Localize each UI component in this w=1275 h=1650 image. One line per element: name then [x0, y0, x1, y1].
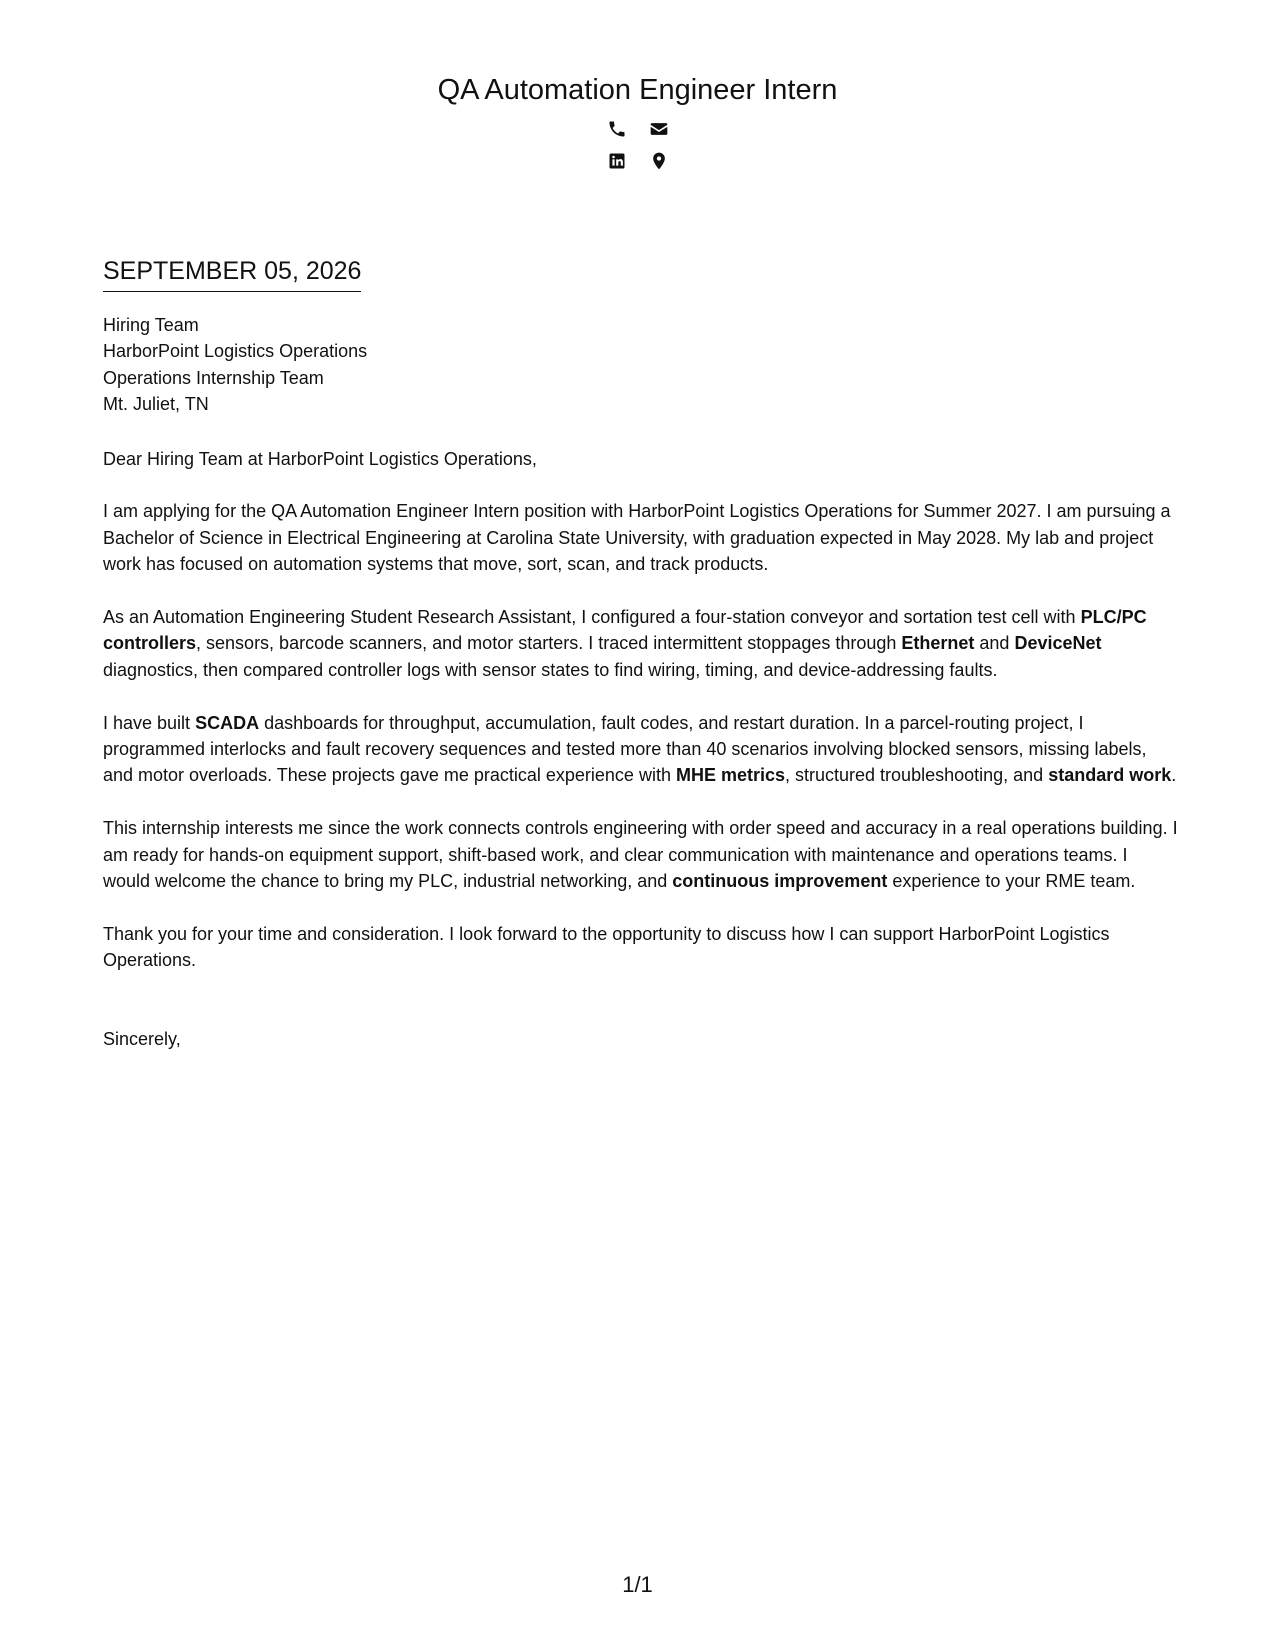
envelope-icon[interactable]: [649, 119, 669, 139]
keyword-bold: DeviceNet: [1014, 633, 1102, 654]
recipient-line: Operations Internship Team: [103, 367, 324, 388]
letter-body: [103, 254, 1178, 1052]
paragraph-text: As an Automation Engineering Student Research Assistant, I configured a four-station conveyor and sortation test cell with: [103, 606, 1081, 627]
keyword-bold: standard work: [1048, 765, 1172, 786]
paragraph-text: , structured troubleshooting, and: [785, 765, 1049, 786]
paragraph-text: Thank you for your time and consideration. I look forward to the opportunity to discuss how I can support HarborPoint Logistics Operations.: [103, 923, 1110, 971]
recipient-line: Hiring Team: [103, 315, 199, 335]
keyword-bold: PLC/PC controllers: [103, 606, 1147, 654]
paragraph-text: and: [974, 633, 1015, 654]
paragraph-text: I have built: [103, 712, 196, 733]
recipient-block: [103, 312, 1178, 418]
contact-icons-row-1: [0, 114, 1275, 144]
keyword-bold: MHE metrics: [675, 765, 786, 786]
salutation: Dear Hiring Team at HarborPoint Logistics Operations,: [103, 448, 537, 469]
paragraph-text: I am applying for the QA Automation Engineer Intern position with HarborPoint Logistics Operations for Summer 2027. I am pursuing a Bachelor of Science in Electrical Engineering at Carolina State University, with graduation expected in May 2028. My lab and project work has focused on automation systems that move, sort, scan, and track products.: [103, 501, 1171, 575]
contact-icons-row-2: [0, 146, 1275, 176]
recipient-line: HarborPoint Logistics Operations: [103, 341, 368, 362]
paragraph-thanks: [103, 921, 1178, 974]
keyword-bold: SCADA: [195, 712, 260, 733]
closing: Sincerely,: [103, 1028, 181, 1049]
letter-date: SEPTEMBER 05, 2026: [103, 254, 361, 292]
page-number: 1/1: [622, 1572, 653, 1597]
recipient-line: Mt. Juliet, TN: [103, 394, 209, 415]
paragraph-text: experience to your RME team.: [887, 871, 1136, 891]
paragraph-text: , sensors, barcode scanners, and motor starters. I traced intermittent stoppages through: [196, 633, 902, 654]
paragraph-text: This internship interests me since the work connects controls engineering with order speed and accuracy in a real operations building. I am ready for hands-on equipment support, shift-based work, and clear communication with maintenance and operations teams. I would welcome the chance to bring my PLC, industrial networking, and: [103, 818, 1178, 891]
paragraph-intro: [103, 498, 1178, 577]
paragraph-experience: [103, 604, 1178, 683]
map-pin-icon[interactable]: [649, 151, 669, 171]
paragraph-text: dashboards for throughput, accumulation, fault codes, and restart duration. In a parcel-routing project, I programmed interlocks and fault recovery sequences and tested more than 40 scenarios involving blocked sensors, missing labels, and motor overloads. These projects gave me practical experience with: [103, 712, 1147, 786]
paragraph-projects: [103, 710, 1178, 789]
phone-icon[interactable]: [607, 119, 627, 139]
keyword-bold: Ethernet: [901, 633, 975, 654]
page-title: QA Automation Engineer Intern: [437, 74, 838, 106]
linkedin-icon[interactable]: [607, 151, 627, 171]
keyword-bold: continuous improvement: [672, 871, 888, 891]
paragraph-text: .: [1171, 765, 1177, 786]
letter-header: [0, 68, 1275, 176]
paragraph-text: diagnostics, then compared controller logs with sensor states to find wiring, timing, and device-addressing faults.: [103, 659, 998, 680]
paragraph-motivation: [103, 815, 1178, 894]
